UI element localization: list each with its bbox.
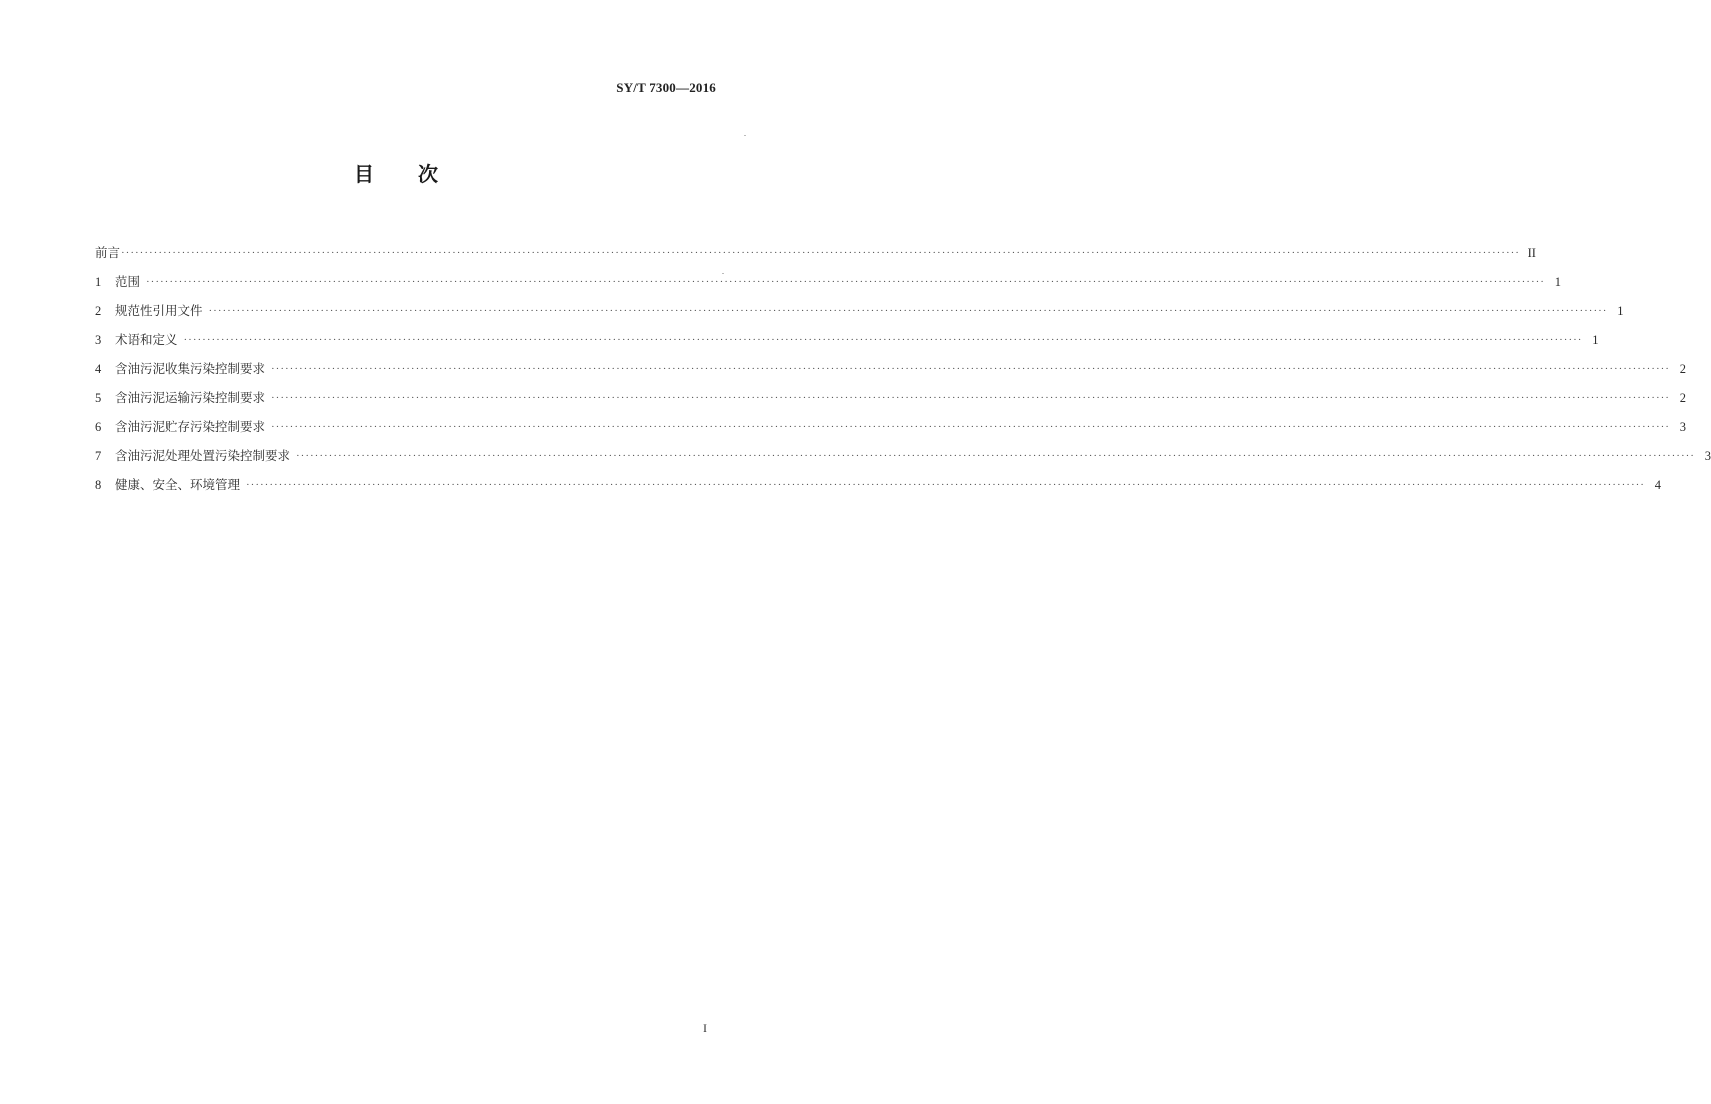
toc-entry-7[interactable] <box>95 436 1711 465</box>
toc-entry-page: 4 <box>1654 478 1661 492</box>
toc-entry-label: 含油污泥贮存污染控制要求 <box>115 419 266 434</box>
toc-entry-page: 3 <box>1704 449 1711 463</box>
toc-entry-number: 1 <box>95 275 102 289</box>
toc-entry-8[interactable] <box>95 465 1661 494</box>
toc-leader-dots: ············································································································································································································································································································ <box>271 392 1670 404</box>
toc-entry-page: 2 <box>1679 391 1686 405</box>
toc-entry-4[interactable] <box>95 349 1686 378</box>
toc-leader-dots: ············································································································································································································································································································ <box>246 479 1645 491</box>
toc-entry-label: 含油污泥处理处置污染控制要求 <box>115 448 291 463</box>
toc-entry-number: 4 <box>95 362 102 376</box>
scan-speck <box>722 273 724 274</box>
scan-speck <box>744 135 746 136</box>
page-title <box>0 158 792 187</box>
page-number: I <box>703 1021 707 1035</box>
toc-entry-number: 7 <box>95 449 102 463</box>
title-char-1: 目 <box>354 162 374 186</box>
toc-leader-dots: ············································································································································································································································································································ <box>271 421 1670 433</box>
toc-entry-page: 3 <box>1679 420 1686 434</box>
toc-entry-preface[interactable] <box>95 233 1536 262</box>
toc-entry-number: 5 <box>95 391 102 405</box>
toc-leader-dots: ············································································································································································································································································································ <box>183 334 1583 346</box>
toc-entry-label: 健康、安全、环境管理 <box>115 477 241 492</box>
toc-entry-number: 8 <box>95 478 102 492</box>
toc-entry-label: 术语和定义 <box>115 332 178 347</box>
toc-entry-page: 1 <box>1617 304 1624 318</box>
toc-entry-2[interactable] <box>95 291 1624 320</box>
toc-entry-number: 2 <box>95 304 102 318</box>
toc-entry-number: 6 <box>95 420 102 434</box>
toc-entry-page: 1 <box>1554 275 1561 289</box>
toc-leader-dots: ············································································································································································································································································································ <box>296 450 1695 462</box>
toc-entry-label: 规范性引用文件 <box>115 303 203 318</box>
toc-entry-label: 含油污泥运输污染控制要求 <box>115 390 266 405</box>
toc-entry-1[interactable] <box>95 262 1561 291</box>
toc-entry-3[interactable] <box>95 320 1599 349</box>
toc-leader-dots: ············································································································································································································································································································ <box>121 247 1520 259</box>
toc-entry-6[interactable] <box>95 407 1686 436</box>
toc-entry-page: 1 <box>1592 333 1599 347</box>
toc-entry-label: 含油污泥收集污染控制要求 <box>115 361 266 376</box>
standard-code: SY/T 7300—2016 <box>616 80 716 95</box>
toc-entry-label: 范围 <box>115 274 141 289</box>
title-char-2: 次 <box>418 162 438 186</box>
toc-entry-number: 3 <box>95 333 102 347</box>
toc-entry-5[interactable] <box>95 378 1686 407</box>
toc-leader-dots: ············································································································································································································································································································ <box>208 305 1608 317</box>
toc-entry-page: II <box>1527 246 1536 260</box>
toc-leader-dots: ············································································································································································································································································································ <box>146 276 1545 288</box>
table-of-contents <box>95 233 1711 494</box>
toc-entry-page: 2 <box>1679 362 1686 376</box>
toc-leader-dots: ············································································································································································································································································································ <box>271 363 1670 375</box>
toc-entry-label: 前言 <box>95 245 121 260</box>
